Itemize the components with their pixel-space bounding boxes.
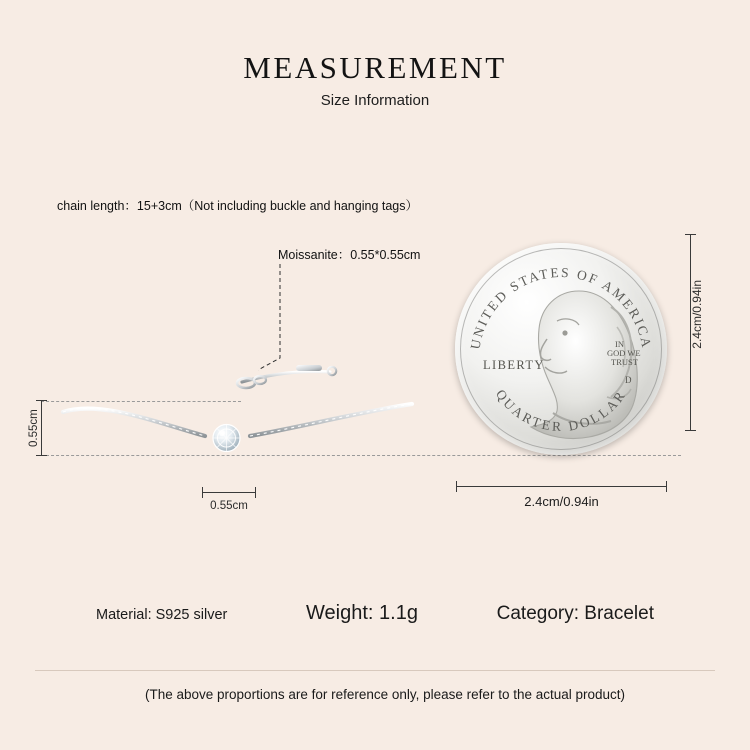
coin-width-rule — [456, 481, 667, 493]
specs-row — [0, 602, 750, 625]
coin-width-label: 2.4cm/0.94in — [524, 494, 599, 509]
coin-height-label: 2.4cm/0.94in — [690, 280, 704, 349]
bracelet-height-label: 0.55cm — [28, 409, 40, 447]
coin-liberty-text: LIBERTY — [483, 358, 545, 372]
bracelet-illustration — [60, 350, 420, 470]
spec-weight: Weight: 1.1g — [306, 602, 418, 624]
coin-motto-line3: TRUST — [611, 357, 638, 367]
bracelet-width-label: 0.55cm — [210, 500, 248, 512]
page-title: MEASUREMENT — [243, 50, 507, 85]
moissanite-size-note: Moissanite：0.55*0.55cm — [278, 248, 421, 262]
footer-divider — [35, 670, 715, 671]
quarter-coin-illustration — [455, 243, 667, 455]
coin-motto-line1: IN — [615, 339, 624, 349]
bracelet-width-rule — [202, 487, 256, 499]
coin-motto-line2: GOD WE — [607, 348, 641, 358]
spec-material: Material: S925 silver — [96, 607, 228, 623]
page-subtitle: Size Information — [320, 92, 430, 109]
coin-legend-bottom: QUARTER DOLLAR — [492, 386, 630, 435]
spec-category: Category: Bracelet — [496, 603, 654, 624]
chain-length-note: chain length：15+3cm（Not including buckle and hanging tags） — [57, 199, 418, 213]
footer-disclaimer: (The above proportions are for reference only, please refer to the actual product) — [145, 687, 626, 702]
coin-rim — [460, 248, 662, 450]
coin-mintmark: D — [625, 375, 632, 385]
coin-legend-top: UNITED STATES OF AMERICA — [467, 264, 655, 351]
